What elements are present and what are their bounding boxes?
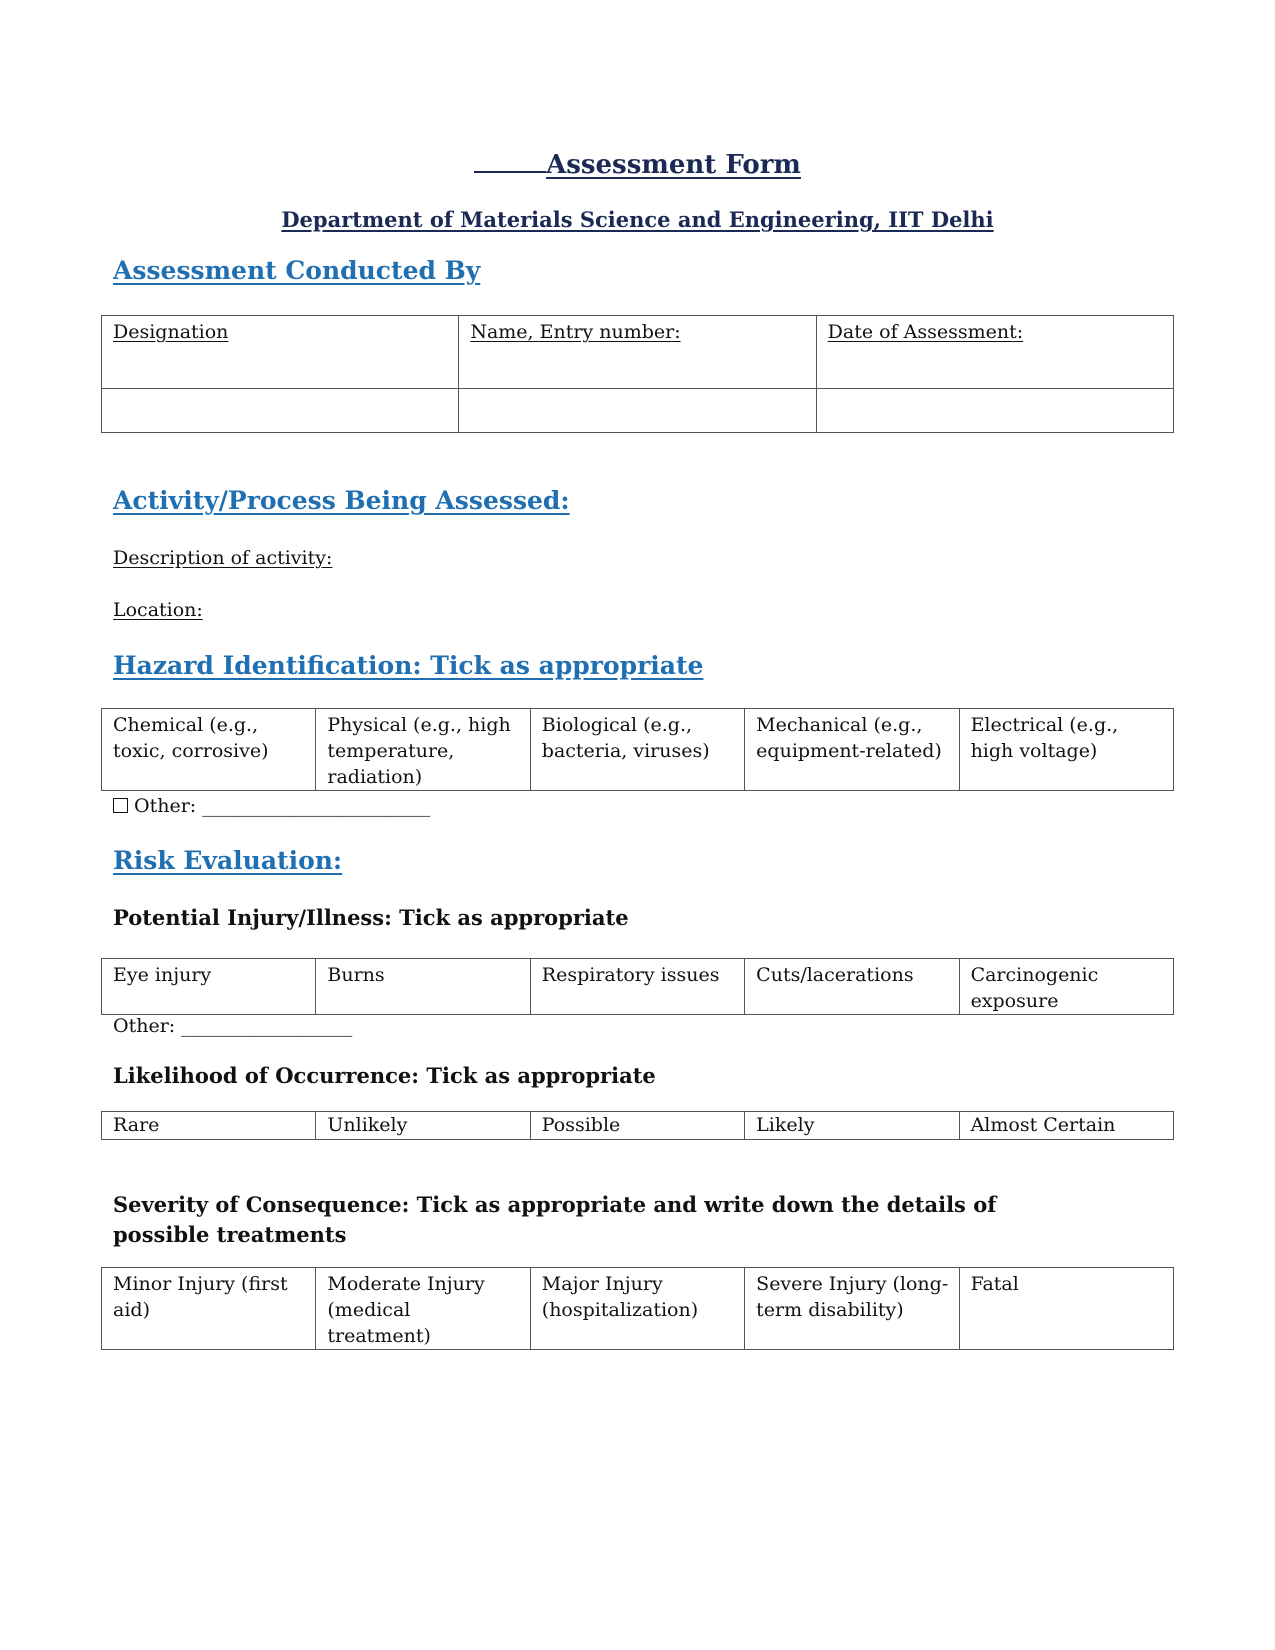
injury-table [101, 958, 1174, 1015]
conducted-by-table [101, 315, 1174, 433]
likelihood-rare[interactable]: Rare [102, 1112, 316, 1140]
hazard-table [101, 708, 1174, 791]
likelihood-possible[interactable]: Possible [530, 1112, 744, 1140]
date-field[interactable] [816, 389, 1173, 433]
date-header [816, 316, 1173, 389]
date-label: Date of Assessment: [827, 321, 1024, 343]
injury-other [113, 1015, 352, 1037]
injury-other-field[interactable]: __________________ [181, 1015, 353, 1037]
title-text: Assessment Form [546, 150, 801, 180]
severity-fatal[interactable]: Fatal [959, 1268, 1173, 1350]
severity-table [101, 1267, 1174, 1350]
severity-heading: Severity of Consequence: Tick as appropriate and write down the details of possible treatments [113, 1192, 997, 1247]
injury-carcinogenic[interactable]: Carcinogenic exposure [959, 959, 1173, 1015]
designation-field[interactable] [102, 389, 459, 433]
likelihood-likely[interactable]: Likely [745, 1112, 959, 1140]
activity-heading: Activity/Process Being Assessed: [113, 486, 570, 515]
hazard-other-label: Other: [134, 795, 197, 817]
severity-moderate[interactable]: Moderate Injury (medical treatment) [316, 1268, 530, 1350]
hazard-heading: Hazard Identification: Tick as appropriate [113, 651, 704, 680]
name-entry-label: Name, Entry number: [470, 321, 681, 343]
form-title [0, 150, 1275, 180]
conducted-by-heading: Assessment Conducted By [113, 256, 481, 285]
injury-heading: Potential Injury/Illness: Tick as appropriate [113, 905, 629, 930]
department-subtitle: Department of Materials Science and Engineering, IIT Delhi [281, 207, 994, 232]
injury-eye[interactable]: Eye injury [102, 959, 316, 1015]
hazard-other [113, 795, 430, 817]
likelihood-almost-certain[interactable]: Almost Certain [959, 1112, 1173, 1140]
injury-respiratory[interactable]: Respiratory issues [530, 959, 744, 1015]
name-entry-header [459, 316, 816, 389]
likelihood-unlikely[interactable]: Unlikely [316, 1112, 530, 1140]
hazard-other-checkbox[interactable] [113, 798, 128, 813]
likelihood-table [101, 1111, 1174, 1140]
risk-heading: Risk Evaluation: [113, 846, 343, 875]
title-blank [474, 170, 546, 173]
hazard-biological[interactable]: Biological (e.g., bacteria, viruses) [530, 709, 744, 791]
hazard-electrical[interactable]: Electrical (e.g., high voltage) [959, 709, 1173, 791]
injury-cuts[interactable]: Cuts/lacerations [745, 959, 959, 1015]
location-label: Location: [113, 599, 203, 621]
injury-other-label: Other: [113, 1015, 176, 1037]
hazard-mechanical[interactable]: Mechanical (e.g., equipment-related) [745, 709, 959, 791]
designation-label: Designation [113, 321, 229, 343]
name-entry-field[interactable] [459, 389, 816, 433]
hazard-chemical[interactable]: Chemical (e.g., toxic, corrosive) [102, 709, 316, 791]
severity-minor[interactable]: Minor Injury (first aid) [102, 1268, 316, 1350]
severity-severe[interactable]: Severe Injury (long-term disability) [745, 1268, 959, 1350]
hazard-physical[interactable]: Physical (e.g., high temperature, radiation) [316, 709, 530, 791]
injury-burns[interactable]: Burns [316, 959, 530, 1015]
likelihood-heading: Likelihood of Occurrence: Tick as appropriate [113, 1063, 656, 1088]
hazard-other-field[interactable]: ________________________ [202, 795, 431, 817]
severity-major[interactable]: Major Injury (hospitalization) [530, 1268, 744, 1350]
designation-header [102, 316, 459, 389]
description-label: Description of activity: [113, 547, 333, 569]
